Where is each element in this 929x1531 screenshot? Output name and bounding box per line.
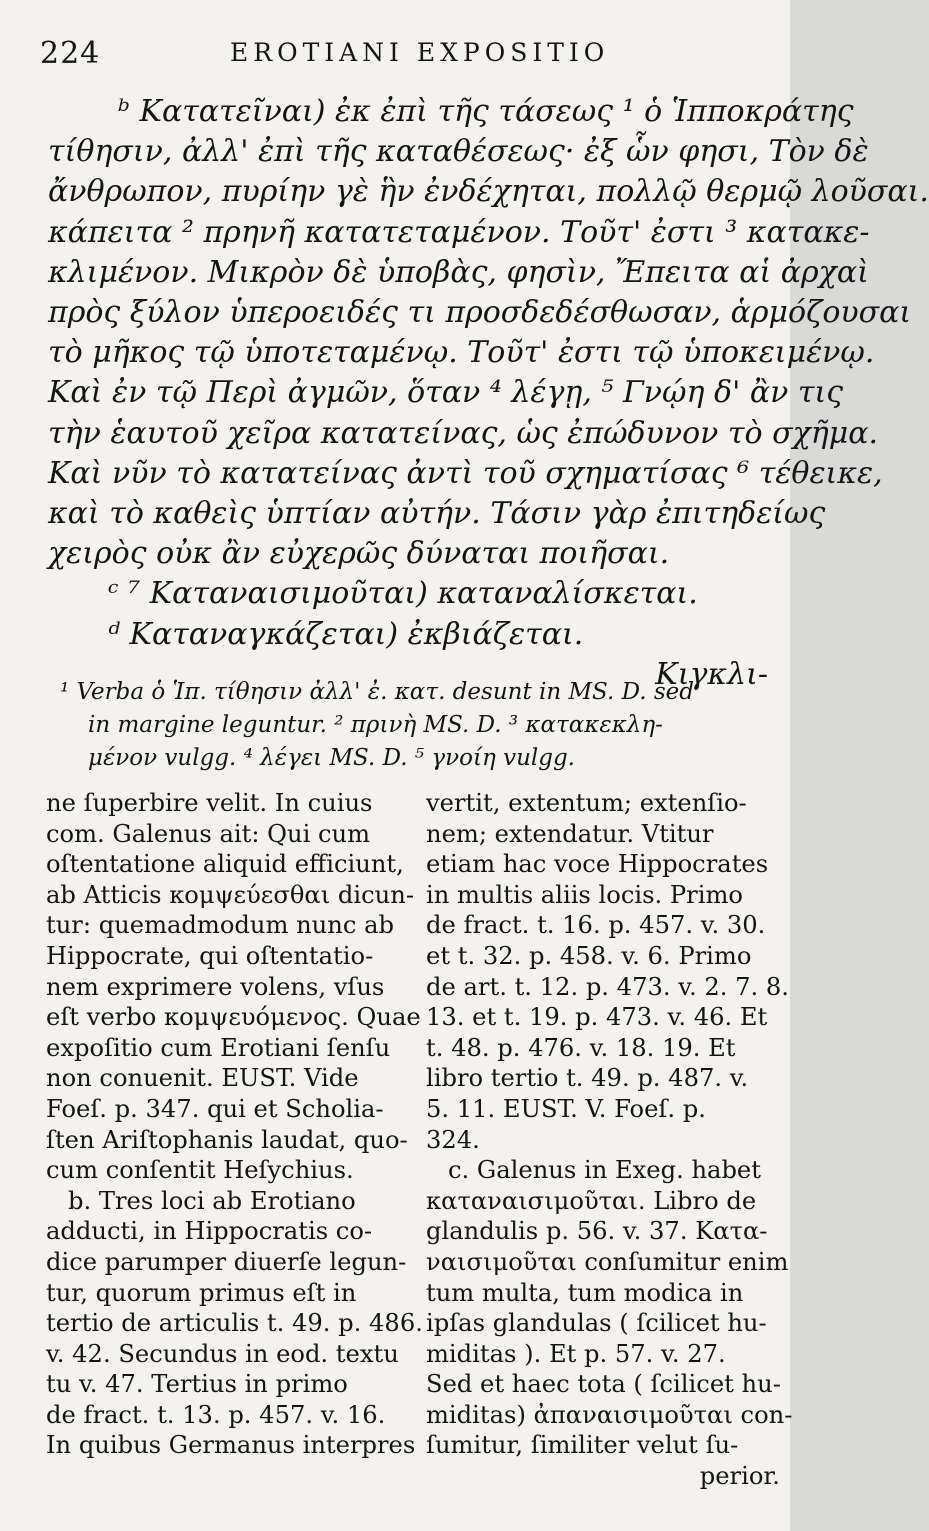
commentary-line: vertit, extentum; extenſio- [426,789,747,817]
commentary-line: adducti, in Hippocratis co- [46,1217,373,1246]
commentary-line: 13. et t. 19. p. 473. v. 46. Et [426,1003,768,1032]
commentary-line: in multis aliis locis. Primo [426,880,743,909]
greek-text-line: ᵈ Καταναγκάζεται) ἐκβιάζεται. [108,616,584,652]
commentary-line: tu v. 47. Tertius in primo [46,1370,348,1399]
greek-text-line: τὴν ἑαυτοῦ χεῖρα κατατείνας, ὡς ἐπώδυνον τὸ σχῆμα. [48,415,879,451]
commentary-line: expoſitio cum Erotiani ſenſu [46,1033,391,1062]
commentary-line: cum conſentit Heſychius. [46,1156,354,1185]
commentary-line: tur, quorum primus eſt in [46,1278,357,1307]
commentary-left-column [46,788,423,1461]
commentary-line: ab Atticis κομψεύεσθαι dicun- [46,880,414,909]
greek-text-line: τὸ μῆκος τῷ ὑποτεταμένῳ. Τοῦτ' ἐστι τῷ ὑποκειμένῳ. [48,335,875,371]
greek-text-line: πρὸς ξύλον ὑπεροειδές τι προσδεδέσθωσαν, ἁρμόζουσαι [48,295,912,331]
page-number: 224 [40,36,101,71]
greek-text-line: Καὶ νῦν τὸ κατατείνας ἀντὶ τοῦ σχηματίσας ⁶ τέθεικε, [48,455,883,491]
commentary-line: de art. t. 12. p. 473. v. 2. 7. 8. [426,972,789,1001]
commentary-right-column [426,788,793,1492]
commentary-line: de fract. t. 13. p. 457. v. 16. [46,1400,386,1429]
commentary-line: nem exprimere volens, vſus [46,972,385,1001]
greek-text-line: Κιγκλι- [655,656,768,692]
commentary-line: etiam hac voce Hippocrates [426,850,769,879]
commentary-line: tur: quemadmodum nunc ab [46,911,394,940]
commentary-line: libro tertio t. 49. p. 487. v. [426,1064,749,1093]
commentary-line: Hippocrate, qui oſtentatio- [46,941,374,970]
commentary-line: ſumitur, ſimiliter velut ſu- [426,1431,739,1460]
commentary-line: miditas) ἀπαναισιμοῦται con- [426,1400,793,1429]
commentary-line: c. Galenus in Exeg. habet [448,1156,761,1185]
commentary-line: ναισιμοῦται conſumitur enim [426,1247,789,1276]
commentary-line: oſtentatione aliquid efficiunt, [46,850,404,879]
footnote-line: μένον vulgg. ⁴ λέγει MS. D. ⁵ γνοίη vulgg. [88,745,575,771]
commentary-line: glandulis p. 56. v. 37. Κατα- [426,1217,768,1246]
commentary-line: b. Tres loci ab Erotiano [68,1186,356,1215]
commentary-line: 5. 11. EUST. V. Foeſ. p. [426,1094,706,1123]
footnote-line: ¹ Verba ὁ Ἱπ. τίθησιν ἀλλ' ἐ. κατ. desunt in MS. D. sed [60,679,694,705]
commentary-line: com. Galenus ait: Qui cum [46,819,371,848]
greek-text-line: ᵇ Κατατεῖναι) ἐκ ἐπὶ τῆς τάσεως ¹ ὁ Ἱπποκράτης [118,94,854,129]
commentary-line: ipſas glandulas ( ſcilicet hu- [426,1309,767,1338]
commentary-line: non conuenit. EUST. Vide [46,1064,359,1093]
greek-text-line: Καὶ ἐν τῷ Περὶ ἀγμῶν, ὅταν ⁴ λέγῃ, ⁵ Γνῴη δ' ἂν τις [48,375,844,411]
commentary-line: tertio de articulis t. 49. p. 486. [46,1309,423,1338]
greek-text-line: ᶜ ⁷ Καταναισιμοῦται) καταναλίσκεται. [108,576,698,612]
greek-text-line: καὶ τὸ καθεὶς ὑπτίαν αὐτήν. Τάσιν γὰρ ἐπιτηδείως [48,496,826,532]
commentary-line: Foeſ. p. 347. qui et Scholia- [46,1094,384,1123]
commentary-line: tum multa, tum modica in [426,1278,744,1307]
commentary-line: nem; extendatur. Vtitur [426,819,714,848]
commentary-line: καταναισιμοῦται. Libro de [426,1186,757,1215]
commentary-line: dice parumper diuerſe legun- [46,1247,407,1276]
commentary-line: 324. [426,1125,480,1154]
footnote-line: in margine leguntur. ² πρινὴ MS. D. ³ κατακεκλη- [88,712,663,738]
greek-text-line: κλιμένον. Μικρὸν δὲ ὑποβὰς, φησὶν, Ἔπειτα αἱ ἀρχαὶ [48,254,869,290]
footnotes-block [60,676,770,775]
commentary-line: t. 48. p. 476. v. 18. 19. Et [426,1033,736,1062]
greek-text-line: ἄνθρωπον, πυρίην γὲ ἣν ἐνδέχηται, πολλῷ θερμῷ λοῦσαι. [48,174,929,210]
commentary-line: de fract. t. 16. p. 457. v. 30. [426,911,766,940]
commentary-line: ne ſuperbire velit. In cuius [46,789,373,817]
commentary-line: perior. [699,1462,780,1491]
commentary-line: miditas ). Et p. 57. v. 27. [426,1339,726,1368]
commentary-line: eſt verbo κομψευόμενος. Quae [46,1003,421,1032]
running-head: EROTIANI EXPOSITIO [230,38,610,67]
commentary-line: Sed et haec tota ( ſcilicet hu- [426,1370,781,1399]
commentary-line: ſten Ariſtophanis laudat, quo- [46,1125,408,1154]
greek-text-line: χειρὸς οὐκ ἂν εὐχερῶς δύναται ποιῆσαι. [48,536,670,572]
greek-text-block [48,92,929,695]
commentary-line: et t. 32. p. 458. v. 6. Primo [426,941,752,970]
commentary-line: v. 42. Secundus in eod. textu [46,1339,399,1368]
greek-text-line: κάπειτα ² πρηνῆ κατατεταμένον. Τοῦτ' ἐστι ³ κατακε- [48,214,870,250]
commentary-line: In quibus Germanus interpres [46,1431,416,1460]
page-header [40,36,760,76]
greek-text-line: τίθησιν, ἀλλ' ἐπὶ τῆς καταθέσεως· ἐξ ὧν φησι, Τὸν δὲ [48,134,869,170]
